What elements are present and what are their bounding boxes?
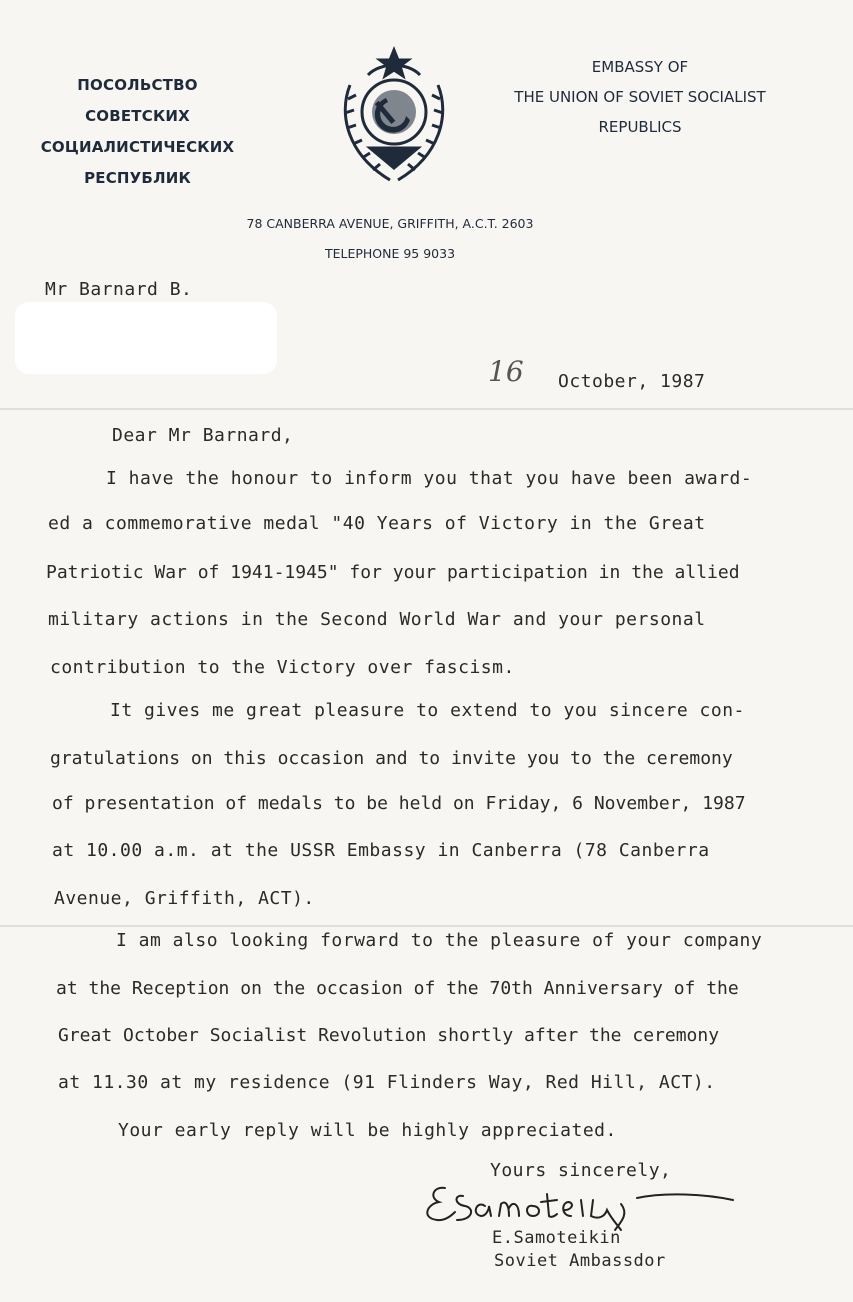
salutation: Dear Mr Barnard,	[112, 425, 294, 446]
letterhead-russian	[0, 70, 275, 194]
fold-line	[0, 408, 853, 410]
letter-date: October, 1987	[558, 371, 706, 392]
body-line: Patriotic War of 1941-1945" for your participation in the allied	[46, 562, 740, 583]
letterhead-english-line: REPUBLICS	[598, 118, 682, 136]
body-line: Your early reply will be highly appreciated.	[118, 1120, 617, 1141]
body-line: It gives me great pleasure to extend to you sincere con-	[110, 700, 745, 721]
embassy-address: 78 CANBERRA AVENUE, GRIFFITH, A.C.T. 2603	[246, 216, 534, 231]
letterhead-russian-line: РЕСПУБЛИК	[84, 169, 191, 187]
recipient-name: Mr Barnard B.	[45, 279, 193, 300]
letterhead-english-line: EMBASSY OF	[591, 58, 689, 76]
body-line: at 11.30 at my residence (91 Flinders Way, Red Hill, ACT).	[58, 1072, 716, 1093]
body-line: I am also looking forward to the pleasure of your company	[116, 930, 763, 951]
redacted-address-block	[15, 302, 277, 374]
body-line: contribution to the Victory over fascism.	[50, 657, 515, 678]
signer-title: Soviet Ambassdor	[494, 1251, 666, 1271]
closing: Yours sincerely,	[490, 1160, 672, 1181]
body-line: of presentation of medals to be held on Friday, 6 November, 1987	[52, 793, 746, 814]
body-line: military actions in the Second World War and your personal	[48, 609, 706, 630]
fold-line	[0, 925, 853, 927]
letterhead-russian-line: ПОСОЛЬСТВО	[77, 76, 198, 94]
letterhead-english-line: THE UNION OF SOVIET SOCIALIST	[514, 88, 766, 106]
signer-name: E.Samoteikin	[492, 1228, 621, 1248]
letterhead-russian-line: СОВЕТСКИХ СОЦИАЛИСТИЧЕСКИХ	[40, 107, 235, 156]
handwritten-day: 16	[488, 355, 524, 388]
embassy-telephone: TELEPHONE 95 9033	[324, 246, 456, 261]
body-line: Avenue, Griffith, ACT).	[54, 888, 315, 909]
body-line: at 10.00 a.m. at the USSR Embassy in Canberra (78 Canberra	[52, 840, 710, 861]
body-line: at the Reception on the occasion of the 70th Anniversary of the	[56, 978, 739, 999]
body-line: I have the honour to inform you that you have been award-	[106, 468, 753, 489]
body-line: ed a commemorative medal "40 Years of Victory in the Great	[48, 513, 706, 534]
body-line: gratulations on this occasion and to invite you to the ceremony	[50, 748, 733, 769]
ussr-emblem-icon	[330, 40, 458, 190]
body-line: Great October Socialist Revolution shortly after the ceremony	[58, 1025, 720, 1046]
letterhead-english	[500, 52, 780, 142]
